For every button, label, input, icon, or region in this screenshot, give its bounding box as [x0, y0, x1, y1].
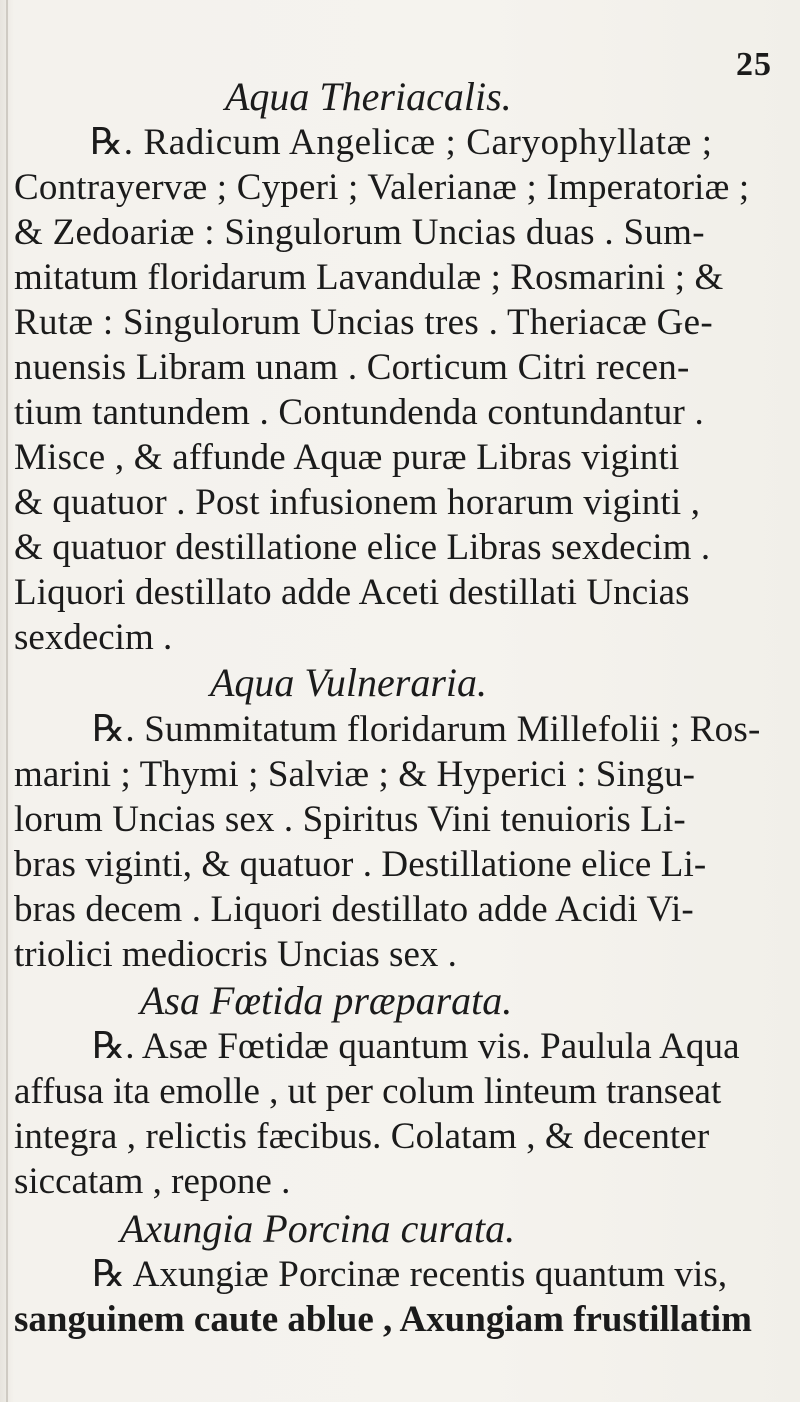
text-line: ℞. Asæ Fœtidæ quantum vis. Paulula Aqua — [92, 1026, 740, 1067]
text-line: & quatuor destillatione elice Libras sexdecim . — [14, 527, 711, 568]
text-line: triolici mediocris Uncias sex . — [14, 934, 457, 975]
text-line: mitatum floridarum Lavandulæ ; Rosmarini ; & — [14, 257, 724, 298]
text-line: sanguinem caute ablue , Axungiam frustillatim — [14, 1299, 752, 1340]
text-line: tium tantundem . Contundenda contundantur . — [14, 392, 704, 433]
text-line: Liquori destillato adde Aceti destillati Uncias — [14, 572, 690, 613]
text-line: ℞ Axungiæ Porcinæ recentis quantum vis, — [92, 1254, 728, 1295]
text-line: Misce , & affunde Aquæ puræ Libras viginti — [14, 437, 680, 478]
text-line: integra , relictis fæcibus. Colatam , & decenter — [14, 1116, 710, 1157]
text-line: lorum Uncias sex . Spiritus Vini tenuioris Li- — [14, 799, 686, 840]
text-line: siccatam , repone . — [14, 1161, 291, 1202]
section-heading: Asa Fœtida præparata. — [140, 978, 513, 1023]
text-line: affusa ita emolle , ut per colum linteum transeat — [14, 1071, 722, 1112]
page-gutter — [6, 0, 8, 1402]
folio-number: 25 — [736, 46, 772, 83]
text-line: ℞. Summitatum floridarum Millefolii ; Ros- — [92, 709, 761, 750]
text-line: bras viginti, & quatuor . Destillatione elice Li- — [14, 844, 707, 885]
section-heading: Aqua Vulneraria. — [210, 660, 488, 705]
text-line: marini ; Thymi ; Salviæ ; & Hyperici : Singu- — [14, 754, 696, 795]
text-line: & quatuor . Post infusionem horarum viginti , — [14, 482, 701, 523]
text-line: Contrayervæ ; Cyperi ; Valerianæ ; Imperatoriæ ; — [14, 167, 750, 208]
section-heading: Aqua Theriacalis. — [225, 74, 512, 119]
text-line: bras decem . Liquori destillato adde Acidi Vi- — [14, 889, 694, 930]
text-line: Rutæ : Singulorum Uncias tres . Theriacæ Ge- — [14, 302, 713, 343]
text-line: & Zedoariæ : Singulorum Uncias duas . Sum- — [14, 212, 705, 253]
text-line: ℞. Radicum Angelicæ ; Caryophyllatæ ; — [90, 122, 713, 163]
text-line: sexdecim . — [14, 617, 173, 658]
section-heading: Axungia Porcina curata. — [120, 1206, 516, 1251]
text-line: nuensis Libram unam . Corticum Citri recen- — [14, 347, 690, 388]
